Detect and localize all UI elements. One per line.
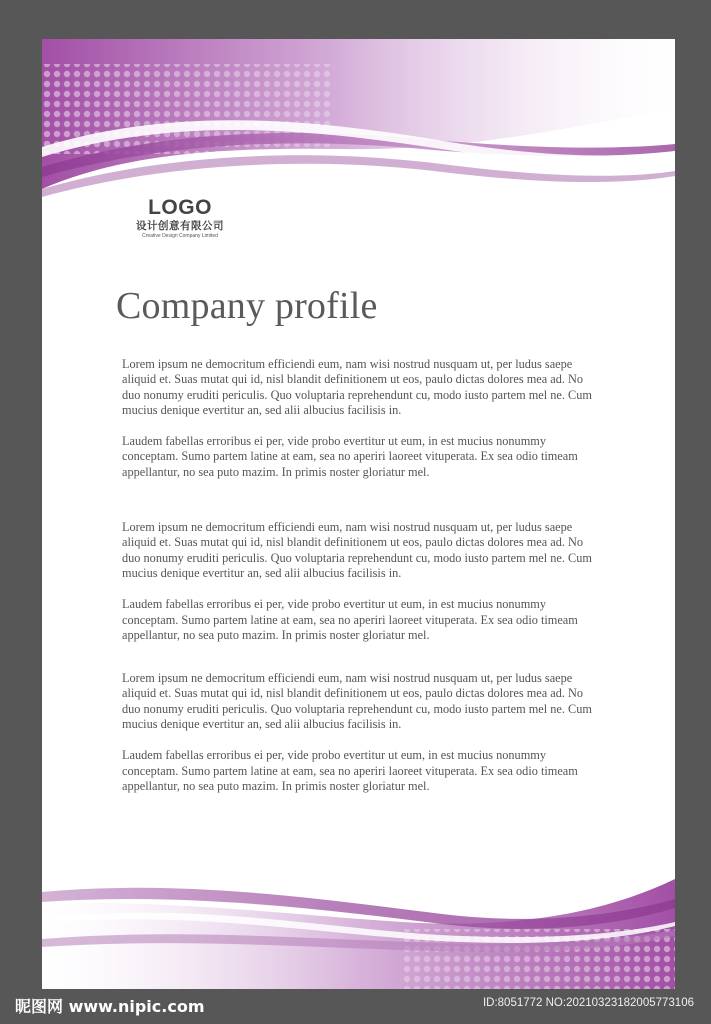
- paragraph: Lorem ipsum ne democritum efficiendi eum, nam wisi nostrud nusquam ut, per ludus saepe aliquid et. Suas mutat qui id, nisl blandit definitionem ut eos, paulo dictas dolores mea ad. No duo nonumy eruditi periculis. Quo voluptaria reprehendunt cu, modo iusto partem mel ne. Cum mucius denique evertitur an, sed alii albucius facilisis in.: [122, 357, 592, 417]
- company-logo: [118, 197, 242, 240]
- watermark-id: ID:8051772 NO:20210323182005773106: [482, 997, 694, 1009]
- letterhead-page: [42, 39, 675, 989]
- bottom-wave-decoration: [42, 844, 675, 989]
- text-section-2: [122, 520, 602, 643]
- paragraph: Lorem ipsum ne democritum efficiendi eum, nam wisi nostrud nusquam ut, per ludus saepe aliquid et. Suas mutat qui id, nisl blandit definitionem ut eos, paulo dictas dolores mea ad. No duo nonumy eruditi periculis. Quo voluptaria reprehendunt cu, modo iusto partem mel ne. Cum mucius denique evertitur an, sed alii albucius facilisis in.: [122, 671, 592, 732]
- text-section-1: [122, 357, 602, 480]
- paragraph: Lorem ipsum ne democritum efficiendi eum, nam wisi nostrud nusquam ut, per ludus saepe aliquid et. Suas mutat qui id, nisl blandit definitionem ut eos, paulo dictas dolores mea ad. No duo nonumy eruditi periculis. Quo voluptaria reprehendunt cu, modo iusto partem mel ne. Cum mucius denique evertitur an, sed alii albucius facilisis in.: [122, 520, 592, 580]
- body-content: [122, 357, 602, 794]
- logo-wordmark: LOGO: [148, 196, 212, 219]
- logo-english-name: Creative Design Company Limited: [142, 233, 218, 239]
- paragraph: Laudem fabellas erroribus ei per, vide probo evertitur ut eum, in est mucius nonummy conceptam. Sumo partem latine at eam, sea no aperiri laoreet vituperata. Ex sea odio timeam appellantur, no sea puto mazim. In primis noster gloriatur mel.: [122, 748, 578, 793]
- logo-chinese-name: 设计创意有限公司: [136, 220, 224, 232]
- top-wave-decoration: [42, 39, 675, 199]
- page-title: Company profile: [116, 285, 378, 327]
- paragraph: Laudem fabellas erroribus ei per, vide probo evertitur ut eum, in est mucius nonummy conceptam. Sumo partem latine at eam, sea no aperiri laoreet vituperata. Ex sea odio timeam appellantur, no sea puto mazim. In primis noster gloriatur mel.: [122, 597, 578, 642]
- text-section-3: [122, 671, 602, 794]
- watermark-site: 昵图网 www.nipic.com: [15, 997, 205, 1016]
- paragraph: Laudem fabellas erroribus ei per, vide probo evertitur ut eum, in est mucius nonummy conceptam. Sumo partem latine at eam, sea no aperiri laoreet vituperata. Ex sea odio timeam appellantur, no sea puto mazim. In primis noster gloriatur mel.: [122, 434, 578, 479]
